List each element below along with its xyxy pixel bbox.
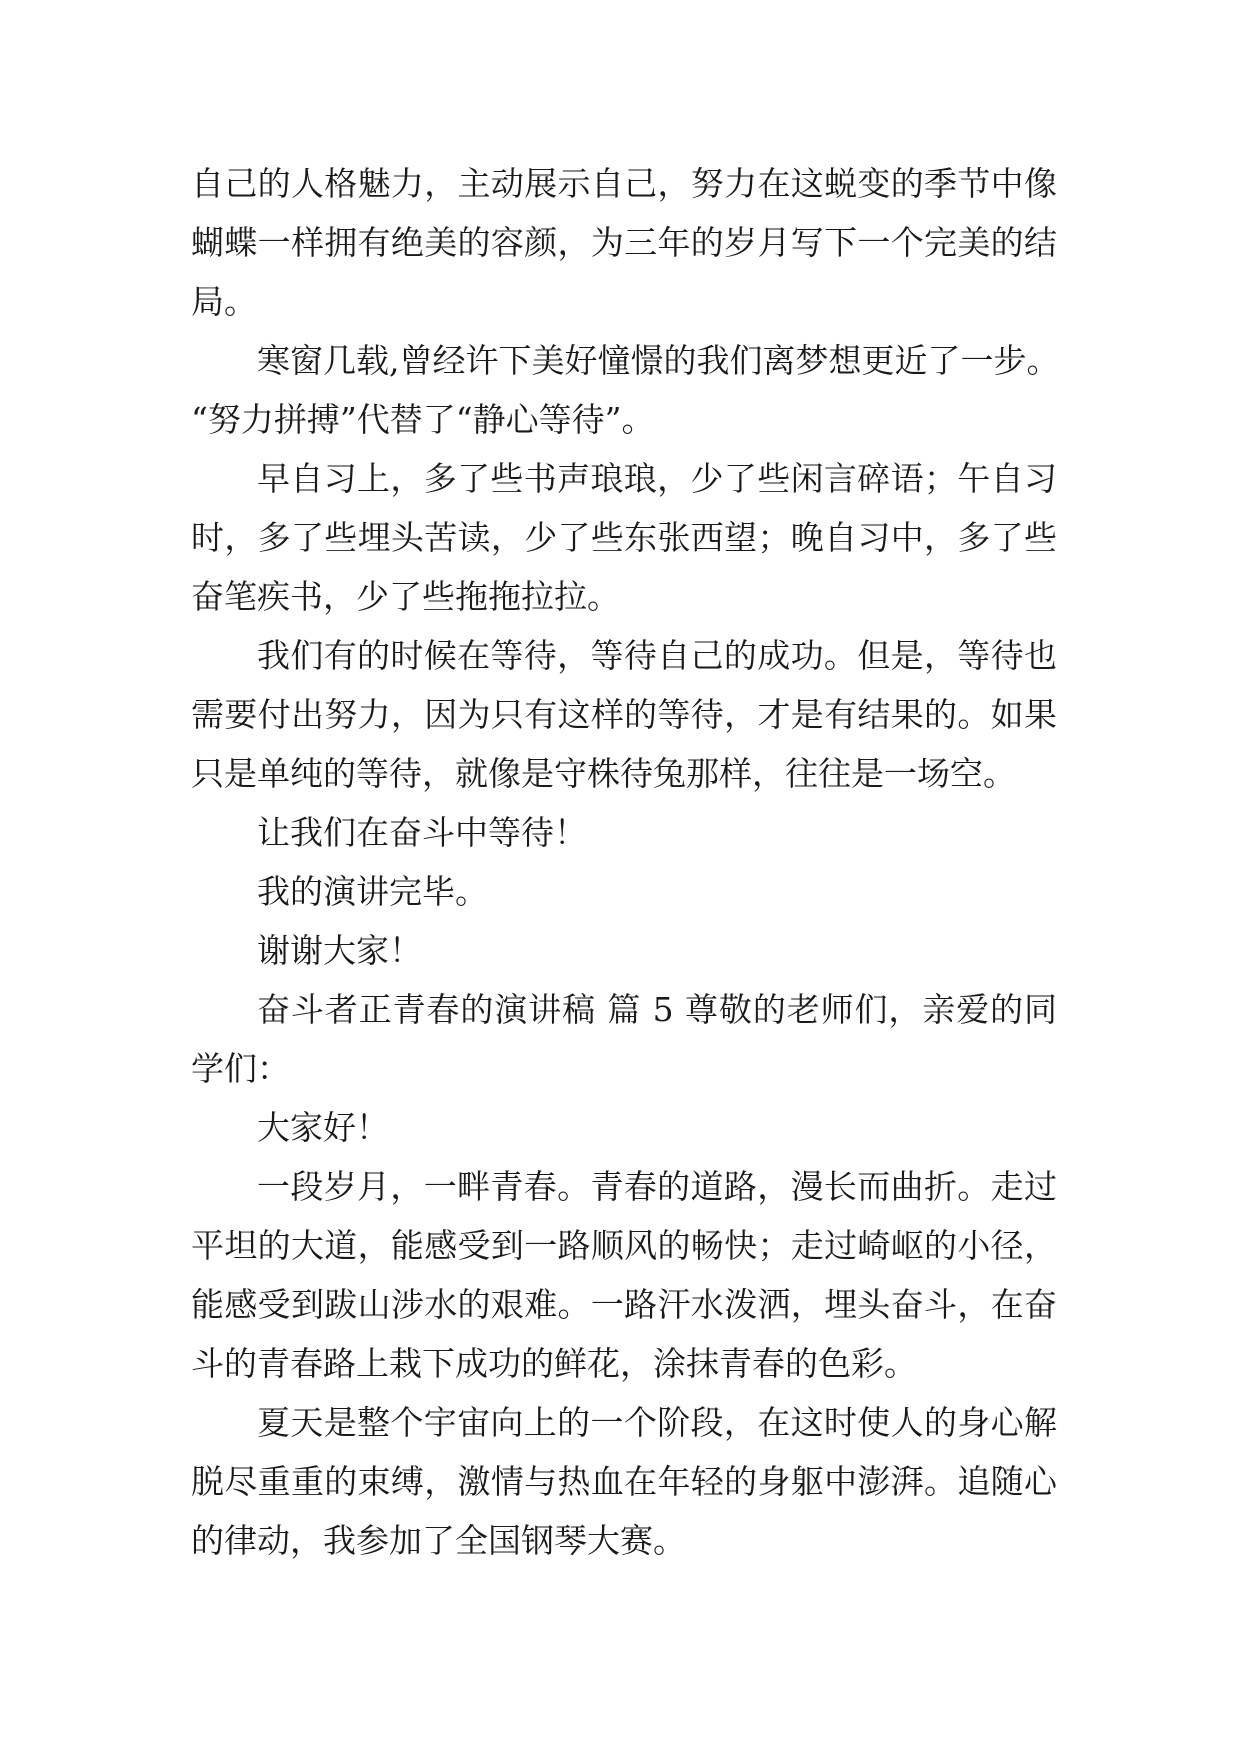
text-line: 斗的青春路上栽下成功的鲜花，涂抹青春的色彩。 <box>191 1344 917 1383</box>
text-line: 一段岁月，一畔青春。青春的道路，漫长而曲折。走过 <box>257 1167 1057 1206</box>
text-line: 平坦的大道，能感受到一路顺风的畅快；走过崎岖的小径， <box>191 1226 1057 1265</box>
text-line: 需要付出努力，因为只有这样的等待，才是有结果的。如果 <box>191 695 1057 734</box>
text-line: 让我们在奋斗中等待！ <box>257 813 587 852</box>
text-line: 奋笔疾书，少了些拖拖拉拉。 <box>191 577 620 616</box>
text-line: 自己的人格魅力，主动展示自己，努力在这蜕变的季节中像 <box>191 164 1057 203</box>
text-line: 能感受到跋山涉水的艰难。一路汗水泼洒，埋头奋斗，在奋 <box>191 1285 1057 1324</box>
text-line: 大家好！ <box>257 1108 389 1147</box>
text-line: “努力拼搏”代替了“静心等待”。 <box>191 400 655 439</box>
text-line: 夏天是整个宇宙向上的一个阶段，在这时使人的身心解 <box>257 1403 1057 1442</box>
text-line: 奋斗者正青春的演讲稿 篇 5 尊敬的老师们，亲爱的同 <box>257 990 1057 1029</box>
paragraph <box>191 1393 1057 1570</box>
text-line: 我的演讲完毕。 <box>257 872 488 911</box>
paragraph <box>191 331 1060 449</box>
text-line: 我们有的时候在等待，等待自己的成功。但是，等待也 <box>257 636 1057 675</box>
paragraph <box>191 1098 1057 1157</box>
text-line: 学们： <box>191 1049 290 1088</box>
text-line: 只是单纯的等待，就像是守株待兔那样，往往是一场空。 <box>191 754 1016 793</box>
paragraph <box>191 449 1057 626</box>
body-text <box>191 154 1060 1570</box>
paragraph <box>191 921 1057 980</box>
paragraph <box>191 1157 1057 1393</box>
text-line: 蝴蝶一样拥有绝美的容颜，为三年的岁月写下一个完美的结 <box>191 223 1057 262</box>
paragraph <box>191 980 1057 1098</box>
text-line: 脱尽重重的束缚，激情与热血在年轻的身躯中澎湃。追随心 <box>191 1462 1057 1501</box>
paragraph <box>191 803 1057 862</box>
text-line: 局。 <box>191 282 257 321</box>
paragraph <box>191 626 1057 803</box>
paragraph <box>191 154 1057 331</box>
text-line: 寒窗几载,曾经许下美好憧憬的我们离梦想更近了一步。 <box>257 341 1060 380</box>
text-line: 早自习上，多了些书声琅琅，少了些闲言碎语；午自习 <box>257 459 1057 498</box>
text-line: 谢谢大家！ <box>257 931 422 970</box>
paragraph <box>191 862 1057 921</box>
text-line: 的律动，我参加了全国钢琴大赛。 <box>191 1521 686 1560</box>
text-line: 时，多了些埋头苦读，少了些东张西望；晚自习中，多了些 <box>191 518 1057 557</box>
